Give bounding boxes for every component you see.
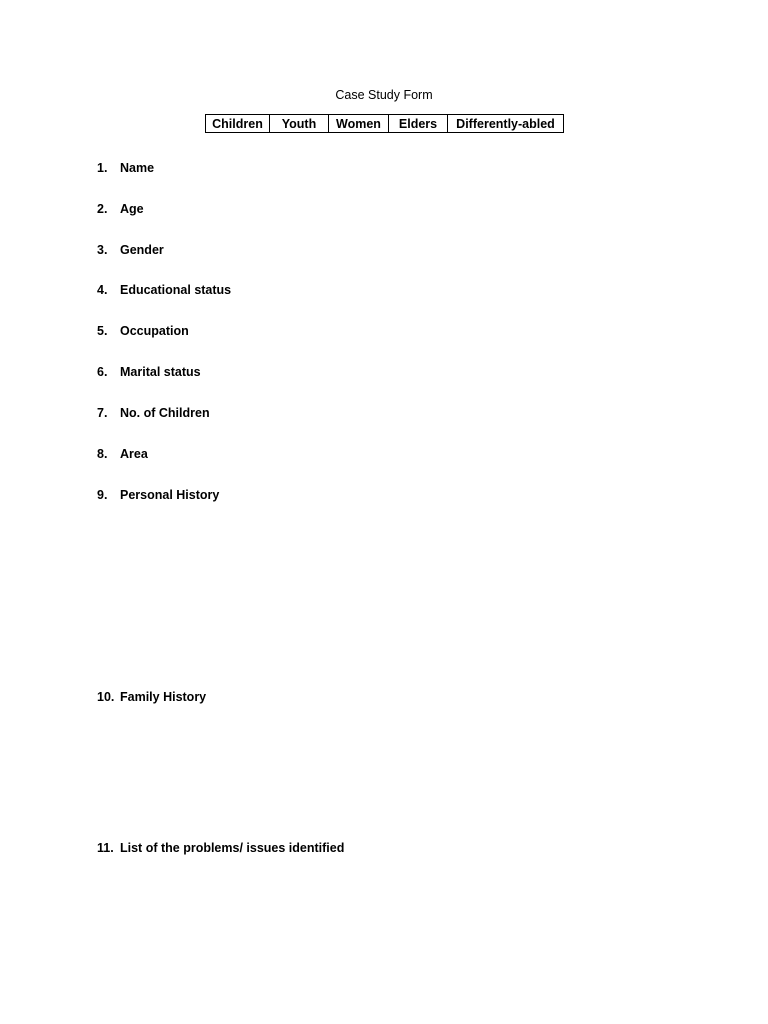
- category-differently-abled: Differently-abled: [448, 115, 564, 133]
- question-number: 10.: [97, 690, 115, 704]
- question-label: Area: [120, 447, 148, 461]
- question-label: Family History: [120, 690, 207, 704]
- category-children: Children: [206, 115, 270, 133]
- question-marital-status: [97, 364, 201, 380]
- question-family-history: [97, 689, 206, 705]
- question-number: 6.: [97, 365, 108, 379]
- category-women: Women: [329, 115, 389, 133]
- question-personal-history: [97, 487, 219, 503]
- form-title: Case Study Form: [335, 88, 433, 102]
- question-problems-identified: [97, 840, 344, 856]
- question-number: 8.: [97, 447, 108, 461]
- question-number: 11.: [97, 841, 114, 855]
- question-number: 9.: [97, 488, 108, 502]
- question-no-of-children: [97, 405, 210, 421]
- question-label: Personal History: [120, 488, 220, 502]
- question-occupation: [97, 323, 189, 339]
- category-elders: Elders: [389, 115, 448, 133]
- question-number: 5.: [97, 324, 108, 338]
- question-area: [97, 446, 148, 462]
- question-label: Occupation: [120, 324, 189, 338]
- question-label: List of the problems/ issues identified: [120, 841, 345, 855]
- question-number: 1.: [97, 161, 108, 175]
- question-age: [97, 201, 144, 217]
- question-gender: [97, 242, 164, 258]
- question-number: 3.: [97, 243, 108, 257]
- category-youth: Youth: [270, 115, 329, 133]
- category-table: [205, 114, 564, 133]
- question-name: [97, 160, 154, 176]
- question-label: Marital status: [120, 365, 201, 379]
- category-row: [206, 115, 564, 133]
- question-label: Age: [120, 202, 144, 216]
- question-number: 2.: [97, 202, 108, 216]
- question-number: 4.: [97, 283, 108, 297]
- question-label: No. of Children: [120, 406, 210, 420]
- question-educational-status: [97, 282, 231, 298]
- question-label: Educational status: [120, 283, 232, 297]
- question-number: 7.: [97, 406, 108, 420]
- question-label: Name: [120, 161, 155, 175]
- question-label: Gender: [120, 243, 164, 257]
